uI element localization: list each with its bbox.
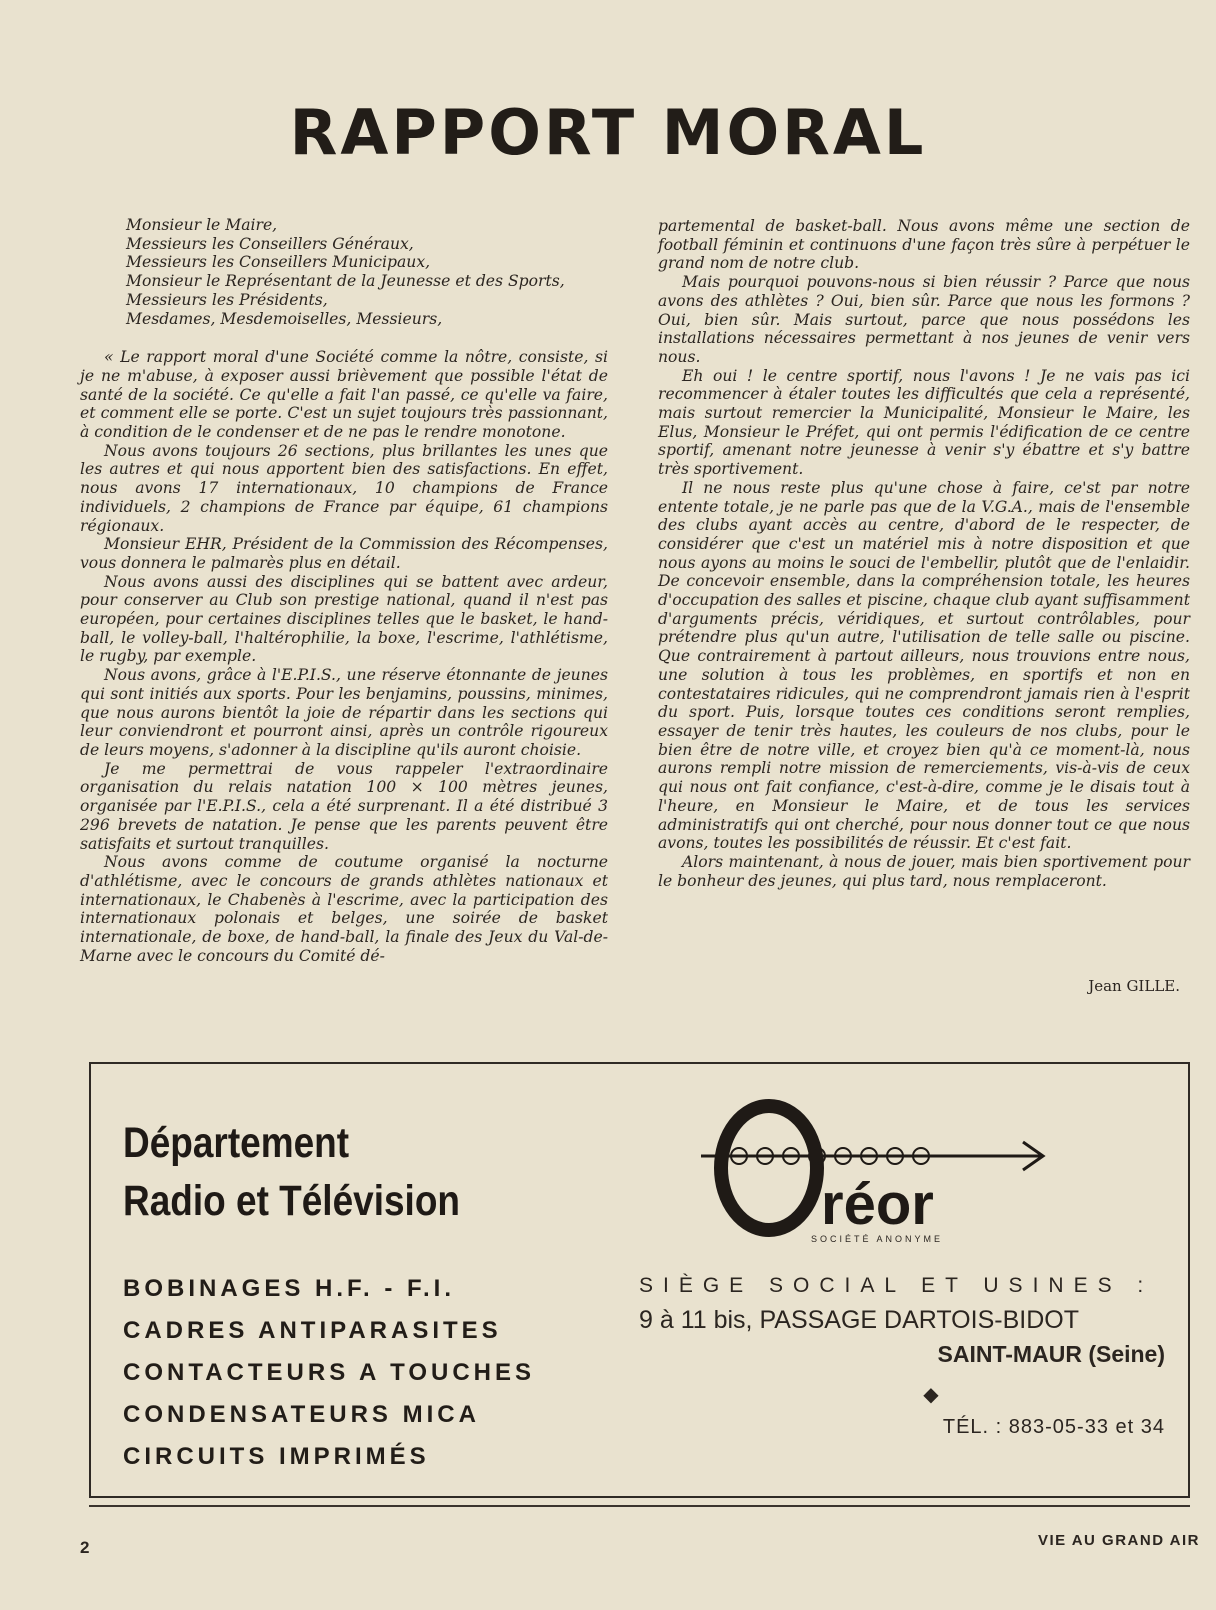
paragraph-continuation: partemental de basket-ball. Nous avons même une section de football féminin et continuons d'une façon très sûre à perpétuer le grand nom de notre club. bbox=[658, 217, 1190, 273]
ad-product: CONDENSATEURS MICA bbox=[123, 1401, 480, 1428]
article-column-right bbox=[658, 217, 1190, 890]
salutation-line: Mesdames, Mesdemoiselles, Messieurs, bbox=[126, 309, 443, 328]
page-number: 2 bbox=[80, 1538, 90, 1557]
paragraph: « Le rapport moral d'une Société comme la nôtre, consiste, si je ne m'abuse, à exposer aussi brièvement que possible l'état de santé de la société. Ce qu'elle a fait l'an passé, ce qu'elle va faire, et comment elle se porte. C'est un sujet toujours très passionnant, à condition de le condenser et de ne pas le rendre monotone. bbox=[80, 348, 608, 442]
salutation bbox=[80, 216, 608, 328]
ad-product: CADRES ANTIPARASITES bbox=[123, 1317, 502, 1344]
footer-rule bbox=[89, 1505, 1190, 1507]
diamond-icon: ◆ bbox=[923, 1382, 939, 1406]
ad-product: CIRCUITS IMPRIMÉS bbox=[123, 1443, 430, 1470]
svg-text:réor: réor bbox=[821, 1172, 934, 1237]
advertisement bbox=[89, 1062, 1190, 1498]
ad-address: 9 à 11 bis, PASSAGE DARTOIS-BIDOT bbox=[639, 1306, 1079, 1334]
ad-company bbox=[639, 1084, 1179, 1439]
publication-name: VIE AU GRAND AIR bbox=[1037, 1532, 1200, 1549]
ad-telephone: TÉL. : 883-05-33 et 34 bbox=[942, 1416, 1165, 1438]
paragraph: Nous avons toujours 26 sections, plus brillantes les unes que les autres et qui nous apportent bien des satisfactions. En effet, nous avons 17 internationaux, 10 champions de France individuels, 2 champions de France par équipe, 61 champions régionaux. bbox=[80, 441, 608, 535]
ad-product: BOBINAGES H.F. - F.I. bbox=[123, 1275, 456, 1302]
paragraph: Eh oui ! le centre sportif, nous l'avons ! Je ne vais pas ici recommencer à étaler toutes les difficultés que cela a représenté, mais surtout remercier la Municipalité, Monsieur le Maire, les Elus, Monsieur le Préfet, qui ont permis l'édification de ce centre sportif, amenant notre jeunesse à venir s'y ébattre et s'y battre très sportivement. bbox=[658, 366, 1190, 479]
oreor-logo bbox=[691, 1084, 1091, 1254]
ad-dept-subtitle: Radio et Télévision bbox=[123, 1177, 461, 1225]
salutation-line: Messieurs les Conseillers Municipaux, bbox=[126, 253, 431, 272]
paragraph: Monsieur EHR, Président de la Commission des Récompenses, vous donnera le palmarès plus en détail. bbox=[80, 535, 608, 572]
paragraph: Nous avons, grâce à l'E.P.I.S., une réserve étonnante de jeunes qui sont initiés aux sports. Pour les benjamins, poussins, minimes, que nous aurons bientôt la joie de répartir dans les sections qui leur conviendront et pourront ainsi, après un contrôle rigoureux de leurs moyens, s'adonner à la discipline qu'ils auront choisie. bbox=[80, 666, 608, 759]
salutation-line: Messieurs les Conseillers Généraux, bbox=[126, 234, 414, 253]
paragraph: Nous avons aussi des disciplines qui se battent avec ardeur, pour conserver au Club son prestige national, quand il n'est pas européen, pour certaines disciplines telles que le basket, le hand-ball, le volley-ball, l'haltérophilie, la boxe, l'escrime, l'athlétisme, le rugby, par exemple. bbox=[80, 572, 608, 666]
oreor-logo-graphic bbox=[691, 1084, 1091, 1244]
ad-product-list bbox=[123, 1268, 603, 1478]
ad-dept-title: Département bbox=[123, 1119, 350, 1167]
salutation-line: Messieurs les Présidents, bbox=[126, 290, 328, 309]
logo-subtitle: SOCIÉTÉ ANONYME bbox=[811, 1234, 944, 1244]
signature: Jean GILLE. bbox=[1088, 977, 1180, 995]
page-title: RAPPORT MORAL bbox=[289, 96, 927, 169]
paragraph: Mais pourquoi pouvons-nous si bien réussir ? Parce que nous avons des athlètes ? Oui, bien sûr. Parce que nous les formons ? Oui, bien sûr. Mais surtout, parce que nous possédons les installations nécessaires permettant à nos jeunes de venir vers nous. bbox=[658, 273, 1190, 366]
paragraph: Il ne nous reste plus qu'une chose à faire, ce'st par notre entente totale, je ne parle pas que de la V.G.A., mais de l'ensemble des clubs ayant accès au centre, d'abord de le respecter, de considérer que c'est un matériel mis à notre disposition et que nous ayons au moins le souci de l'embellir, plutôt que de l'enlaidir. De concevoir ensemble, dans la compréhension totale, les heures d'occupation des salles et piscine, chaque club ayant suffisamment d'arguments précis, véridiques, et surtout contrôlables, pour prétendre plus qu'un autre, l'utilisation de telle salle ou piscine. Que contrairement à partout ailleurs, nous trouvions entre nous, une solution à tous les problèmes, en sportifs et non en contestataires ridicules, qui ne comprendront jamais rien à l'esprit du sport. Puis, lorsque toutes ces conditions seront remplies, essayer de tenir très hautes, les couleurs de nos clubs, pour le bien être de notre ville, et croyez bien qu'à ce moment-là, nous aurons rempli notre mission de remerciements, vis-à-vis de ceux qui nous ont fait confiance, c'est-à-dire, comme je le disais tout à l'heure, en Monsieur le Maire, et de tous les services administratifs qui ont cherché, pour nous donner tout ce que nous avons, toutes les possibilités de réussir. Et c'est fait. bbox=[658, 478, 1190, 853]
paragraph: Nous avons comme de coutume organisé la nocturne d'athlétisme, avec le concours de grands athlètes nationaux et internationaux, le Chabenès à l'escrime, avec la participation des internationaux polonais et belges, une soirée de basket internationale, de boxe, de hand-ball, la finale des Jeux du Val-de-Marne avec le concours du Comité dé- bbox=[80, 853, 608, 965]
ad-siege: SIÈGE SOCIAL ET USINES : bbox=[639, 1274, 1154, 1297]
paragraph: Alors maintenant, à nous de jouer, mais bien sportivement pour le bonheur des jeunes, qui plus tard, nous remplaceront. bbox=[658, 852, 1190, 890]
salutation-line: Monsieur le Représentant de la Jeunesse et des Sports, bbox=[126, 272, 565, 291]
ad-department bbox=[123, 1114, 603, 1478]
paragraph: Je me permettrai de vous rappeler l'extraordinaire organisation du relais natation 100 × 100 mètres jeunes, organisée par l'E.P.I.S., cela a été surprenant. Il a été distribué 3 296 brevets de natation. Je pense que les parents peuvent être satisfaits et surtout tranquilles. bbox=[80, 759, 608, 853]
ad-product: CONTACTEURS A TOUCHES bbox=[123, 1359, 536, 1386]
ad-city: SAINT-MAUR (Seine) bbox=[937, 1341, 1165, 1367]
article-column-left bbox=[80, 216, 608, 965]
salutation-line: Monsieur le Maire, bbox=[126, 216, 278, 234]
